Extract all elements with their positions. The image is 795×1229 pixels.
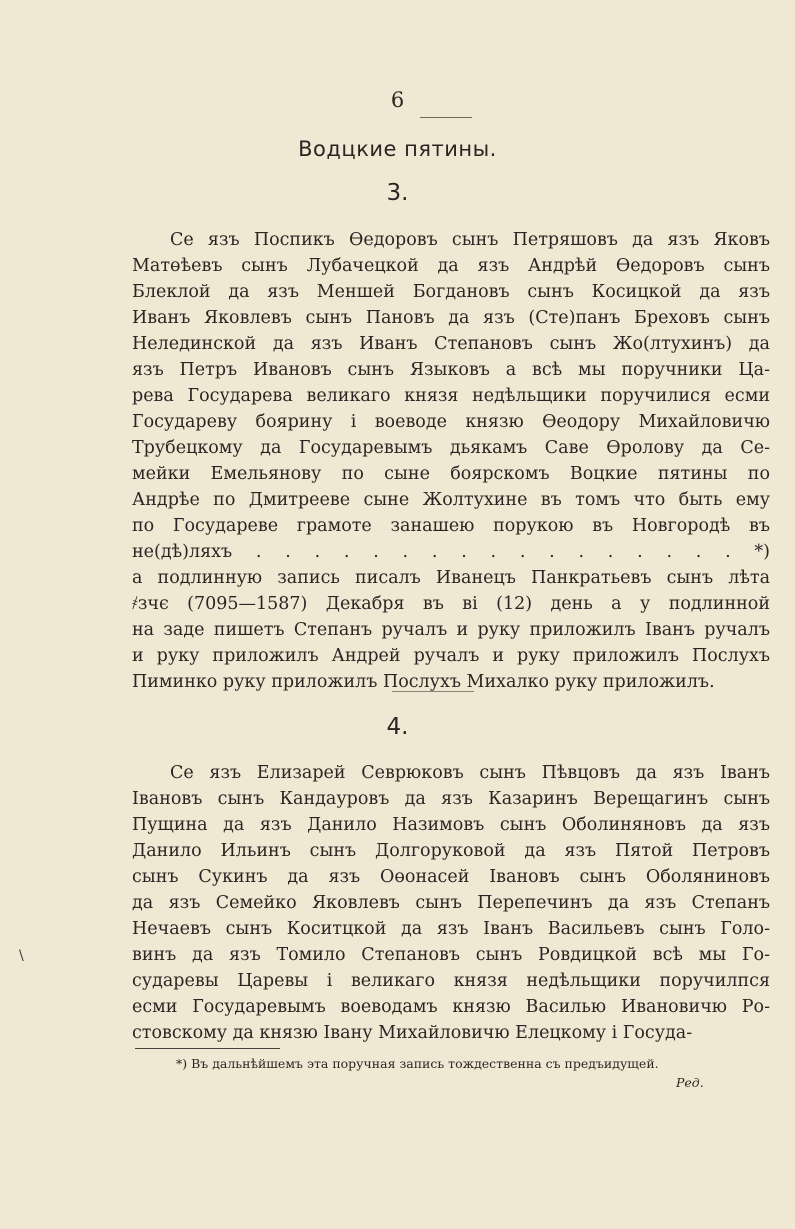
text-line: язъ Петръ Ивановъ сынъ Языковъ а всѣ мы поручники Ца- bbox=[132, 360, 770, 380]
text-line: Трубецкому да Государевымъ дьякамъ Саве Өролову да Се- bbox=[132, 438, 770, 458]
text-line: и руку приложилъ Андрей ручалъ и руку приложилъ Послухъ bbox=[132, 646, 770, 666]
text-line: на заде пишетъ Степанъ ручалъ и руку приложилъ Іванъ ручалъ bbox=[132, 620, 770, 640]
text-line: есми Государевымъ воеводамъ князю Василью Ивановичю Ро- bbox=[132, 997, 770, 1017]
text-line: Государеву боярину і воеводе князю Өеодору Михайловичю bbox=[132, 412, 770, 432]
page-number-rule bbox=[420, 117, 472, 118]
text-line: стовскому да князю Івану Михайловичю Елецкому і Госуда- bbox=[132, 1023, 693, 1043]
text-line: рева Государева великаго князя недѣльщики поручилися есми bbox=[132, 386, 770, 406]
document-number-4: 4. bbox=[386, 714, 409, 740]
margin-mark: \ bbox=[19, 948, 24, 964]
section-title: Водцкие пятины. bbox=[298, 137, 497, 161]
document-3-text bbox=[132, 227, 770, 695]
text-line: мейки Емельянову по сыне боярскомъ Воцкие пятины по bbox=[132, 464, 770, 484]
text-line: Се язъ Елизарей Севрюковъ сынъ Пѣвцовъ да язъ Іванъ bbox=[170, 763, 770, 783]
text-line: ҂зчє (7095—1587) Декабря въ ві (12) день а у подлинной bbox=[132, 594, 770, 614]
text-line: винъ да язъ Томило Степановъ сынъ Ровдицкой всѣ мы Го- bbox=[132, 945, 770, 965]
document-number-3: 3. bbox=[386, 180, 409, 206]
text-line: Данило Ильинъ сынъ Долгоруковой да язъ Пятой Петровъ bbox=[132, 841, 770, 861]
text-line: Матөѣевъ сынъ Лубачецкой да язъ Андрѣй Өедоровъ сынъ bbox=[132, 256, 770, 276]
footnote-editor: Ред. bbox=[676, 1075, 704, 1090]
text-line: Пущина да язъ Данило Назимовъ сынъ Оболиняновъ да язъ bbox=[132, 815, 770, 835]
footnote: *) Въ дальнѣйшемъ эта поручная запись тождественна съ предъидущей. bbox=[176, 1056, 659, 1071]
text-line: Пиминко руку приложилъ Послухъ Михалко руку приложилъ. bbox=[132, 672, 715, 692]
section-separator bbox=[392, 691, 474, 692]
footnote-rule bbox=[135, 1048, 280, 1049]
document-4-text bbox=[132, 760, 770, 1046]
text-line: сударевы Царевы і великаго князя недѣльщики поручилпся bbox=[132, 971, 770, 991]
text-line: Иванъ Яковлевъ сынъ Пановъ да язъ (Сте)панъ Бреховъ сынъ bbox=[132, 308, 770, 328]
text-line: по Государеве грамоте занашею порукою въ Новгородѣ въ bbox=[132, 516, 770, 536]
text-line: да язъ Семейко Яковлевъ сынъ Перепечинъ да язъ Степанъ bbox=[132, 893, 770, 913]
page-number: 6 bbox=[390, 88, 405, 112]
text-line: не(дѣ)ляхъ . . . . . . . . . . . . . . . . . *) bbox=[132, 542, 770, 562]
text-line: Се язъ Поспикъ Өедоровъ сынъ Петряшовъ да язъ Яковъ bbox=[170, 230, 770, 250]
text-line: Нелединской да язъ Иванъ Степановъ сынъ Жо(лтухинъ) да bbox=[132, 334, 770, 354]
text-line: сынъ Сукинъ да язъ Оөонасей Івановъ сынъ Оболяниновъ bbox=[132, 867, 770, 887]
text-line: Івановъ сынъ Кандауровъ да язъ Казаринъ Верещагинъ сынъ bbox=[132, 789, 770, 809]
text-line: Андрѣе по Дмитрееве сыне Жолтухине въ томъ что быть ему bbox=[132, 490, 770, 510]
text-line: а подлинную запись писалъ Иванецъ Панкратьевъ сынъ лѣта bbox=[132, 568, 770, 588]
text-line: Нечаевъ сынъ Коситцкой да язъ Іванъ Васильевъ сынъ Голо- bbox=[132, 919, 770, 939]
text-line: Блеклой да язъ Меншей Богдановъ сынъ Косицкой да язъ bbox=[132, 282, 770, 302]
